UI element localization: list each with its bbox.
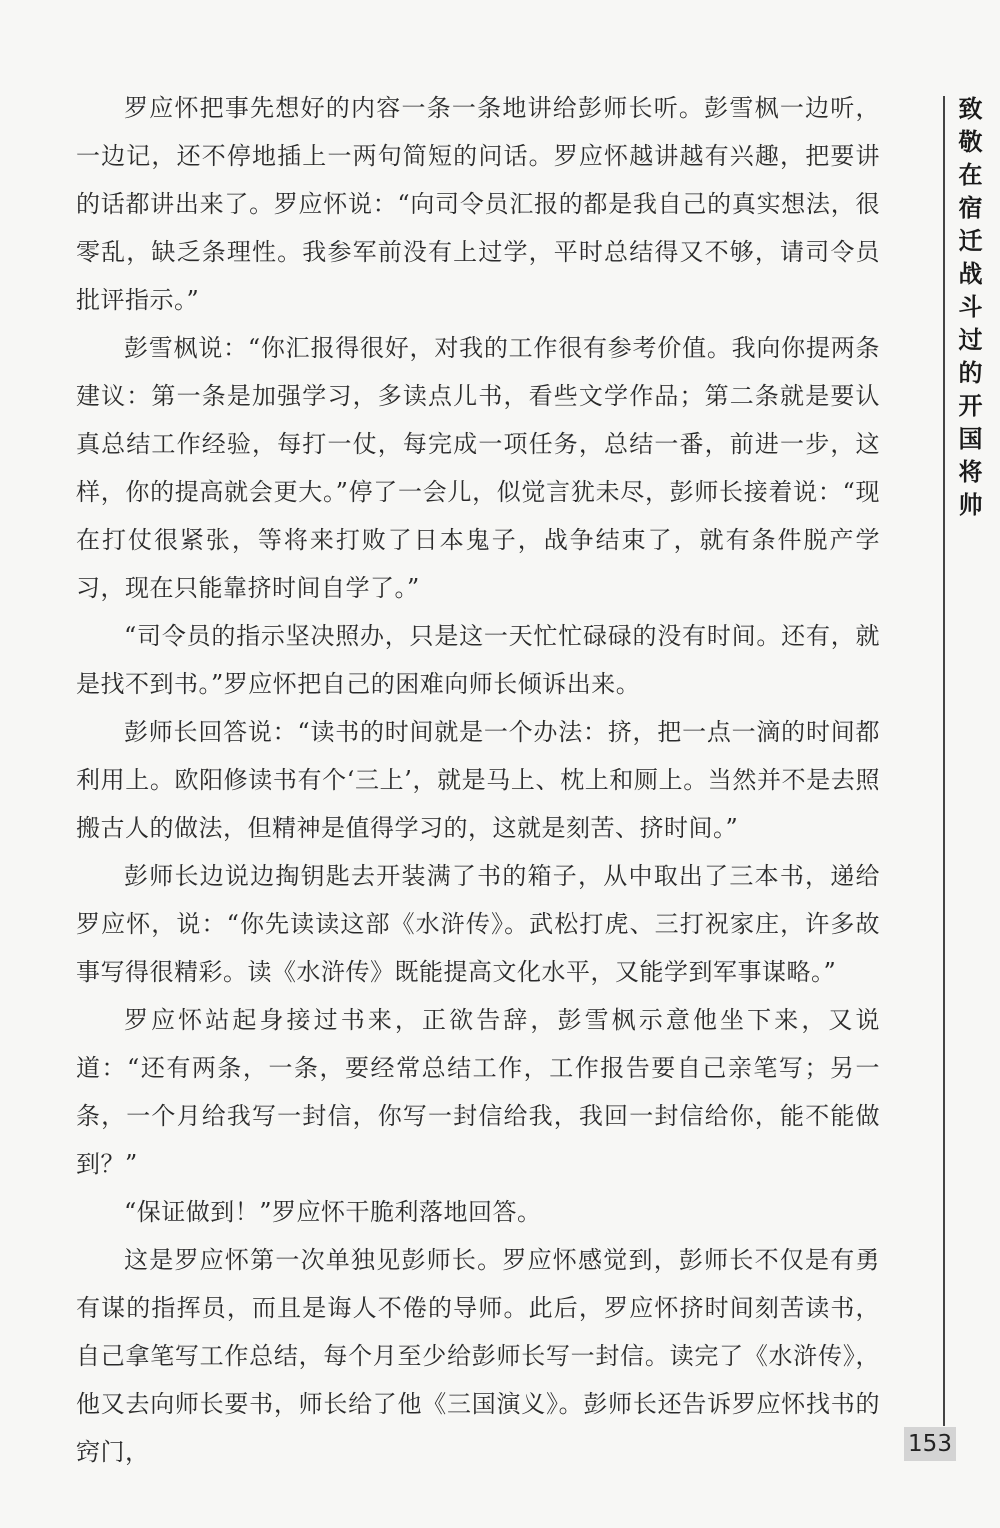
paragraph-7: “保证做到！”罗应怀干脆利落地回答。 — [124, 1198, 542, 1226]
paragraph-8: 这是罗应怀第一次单独见彭师长。罗应怀感觉到，彭师长不仅是有勇有谋的指挥员，而且是诲人不倦的导师。此后，罗应怀挤时间刻苦读书，自己拿笔写工作总结，每个月至少给彭师长写一封信。读完了《水浒传》，他又去向师长要书，师长给了他《三国演义》。彭师长还告诉罗应怀找书的窍门， — [76, 1246, 880, 1466]
sidebar-divider — [943, 96, 945, 1426]
page-number: 153 — [904, 1427, 956, 1461]
paragraph-5: 彭师长边说边掏钥匙去开装满了书的箱子，从中取出了三本书，递给罗应怀，说：“你先读读这部《水浒传》。武松打虎、三打祝家庄，许多故事写得很精彩。读《水浒传》既能提高文化水平，又能学到军事谋略。” — [76, 862, 880, 986]
paragraph-4: 彭师长回答说：“读书的时间就是一个办法：挤，把一点一滴的时间都利用上。欧阳修读书有个‘三上’，就是马上、枕上和厕上。当然并不是去照搬古人的做法，但精神是值得学习的，这就是刻苦、挤时间。” — [76, 718, 880, 842]
paragraph-2: 彭雪枫说：“你汇报得很好，对我的工作很有参考价值。我向你提两条建议：第一条是加强学习，多读点儿书，看些文学作品；第二条就是要认真总结工作经验，每打一仗，每完成一项任务，总结一番，前进一步，这样，你的提高就会更大。”停了一会儿，似觉言犹未尽，彭师长接着说：“现在打仗很紧张，等将来打败了日本鬼子，战争结束了，就有条件脱产学习，现在只能靠挤时间自学了。” — [76, 334, 880, 602]
paragraph-6: 罗应怀站起身接过书来，正欲告辞，彭雪枫示意他坐下来，又说道：“还有两条，一条，要经常总结工作，工作报告要自己亲笔写；另一条，一个月给我写一封信，你写一封信给我，我回一封信给你，能不能做到？” — [76, 1006, 880, 1178]
sidebar-book-title: 致敬在宿迁战斗过的开国将帅 — [954, 96, 982, 525]
paragraph-3: “司令员的指示坚决照办，只是这一天忙忙碌碌的没有时间。还有，就是找不到书。”罗应怀把自己的困难向师长倾诉出来。 — [76, 622, 880, 698]
body-text — [76, 84, 880, 1476]
paragraph-1: 罗应怀把事先想好的内容一条一条地讲给彭师长听。彭雪枫一边听，一边记，还不停地插上一两句简短的问话。罗应怀越讲越有兴趣，把要讲的话都讲出来了。罗应怀说：“向司令员汇报的都是我自己的真实想法，很零乱，缺乏条理性。我参军前没有上过学，平时总结得又不够，请司令员批评指示。” — [76, 94, 880, 314]
